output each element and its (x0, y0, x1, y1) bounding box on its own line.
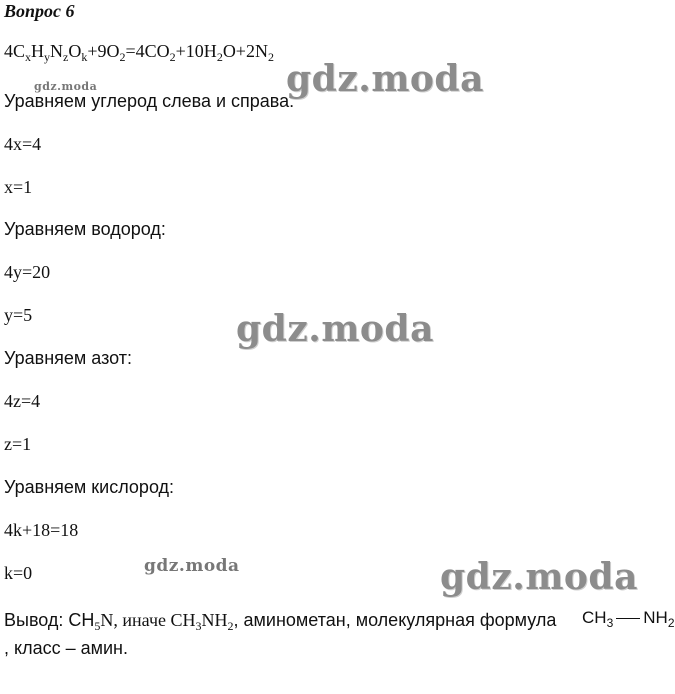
watermark-top: gdz.moda (286, 58, 484, 100)
watermark-small-top: gdz.moda (34, 80, 98, 93)
watermark-middle: gdz.moda (236, 308, 434, 350)
watermark-bottom: gdz.moda (440, 556, 638, 598)
carbon-eq-1: 4x=4 (4, 134, 42, 154)
oxygen-eq-1: 4k+18=18 (4, 520, 79, 540)
oxygen-eq-2: k=0 (4, 563, 33, 583)
watermark-small-bottom: gdz.moda (144, 556, 240, 576)
reaction-equation: $4C_xH_yN_zO_k+9O_2=4CO_2+10H_2O+2N_2$ (4, 41, 274, 64)
hydrogen-eq-1: 4y=20 (4, 262, 51, 282)
oxygen-heading: Уравняем кислород: (4, 477, 175, 497)
carbon-eq-2: x=1 (4, 177, 33, 197)
methylamine-structure: $CH_3$ $NH_2$ (582, 608, 675, 630)
hydrogen-eq-2: y=5 (4, 305, 33, 325)
single-bond (616, 618, 640, 619)
question-title: Вопрос 6 (4, 1, 75, 21)
carbon-heading: Уравняем углерод слева и справа: (4, 91, 295, 111)
conclusion-line-2: , класс – амин. (4, 638, 128, 658)
hydrogen-heading: Уравняем водород: (4, 219, 166, 239)
nitrogen-eq-2: z=1 (4, 434, 32, 454)
nitrogen-heading: Уравняем азот: (4, 348, 133, 368)
conclusion-line-1: Вывод: $CH_5N$, иначе $CH_3NH_2$, аминометан, молекулярная формула (4, 610, 557, 633)
nitrogen-eq-1: 4z=4 (4, 391, 41, 411)
